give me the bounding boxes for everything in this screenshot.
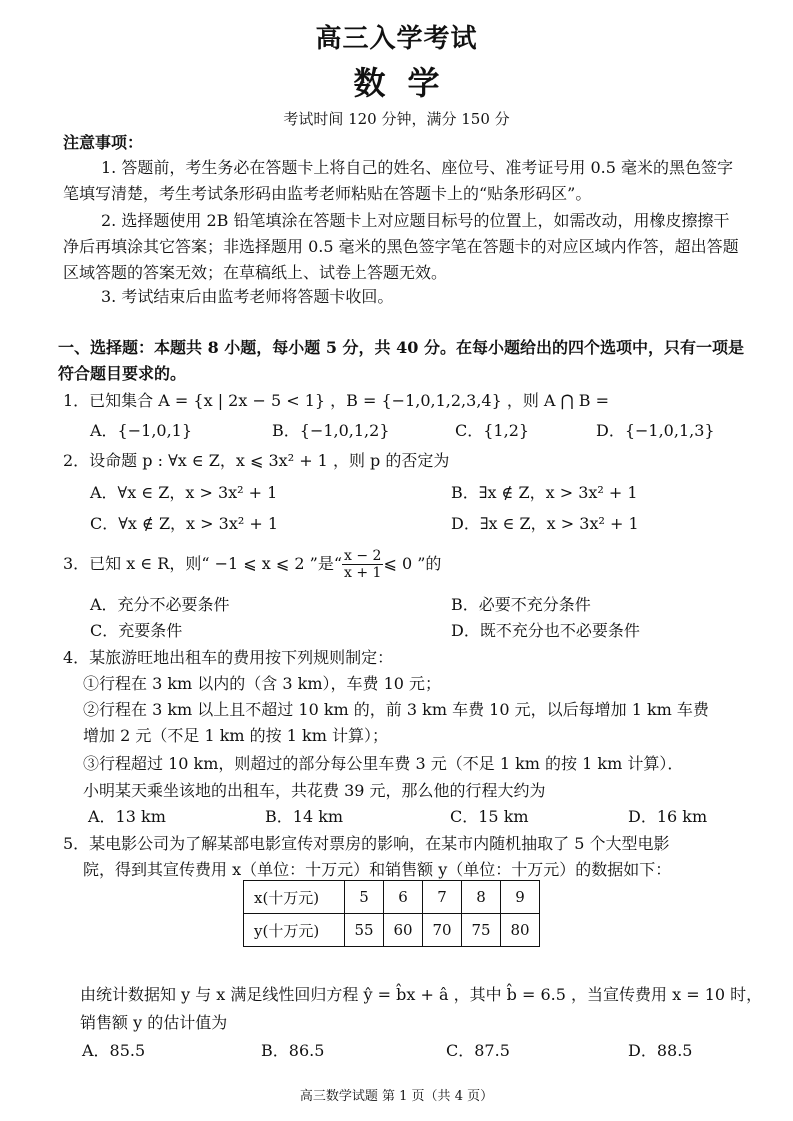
q5-after-2: 销售额 y 的估计值为 <box>80 1013 228 1032</box>
q5-option-c: C．87.5 <box>446 1041 510 1060</box>
q5-after-1: 由统计数据知 y 与 x 满足线性回归方程 ŷ = b̂x + â ，其中 b̂ = 6.5 ，当宣传费用 x = 10 时， <box>80 985 763 1004</box>
note-item-2: 2. 选择题使用 2B 铅笔填涂在答题卡上对应题目标号的位置上，如需改动，用橡皮擦擦干净后再填涂其它答案；非选择题用 0.5 毫米的黑色签字笔在答题卡的对应区域内作答，超出答题区域答题的答案无效；在草稿纸上、试卷上答题无效。 <box>63 211 739 282</box>
section-heading: 一、选择题：本题共 8 小题，每小题 5 分，共 40 分。在每小题给出的四个选项中，只有一项是符合题目要求的。 <box>58 338 744 383</box>
q4-option-a: A．13 km <box>88 807 166 826</box>
notes-heading: 注意事项： <box>63 133 144 152</box>
q5-option-a: A．85.5 <box>82 1041 146 1060</box>
q2-option-b: B．∃x ∉ Z，x > 3x² + 1 <box>451 483 638 502</box>
q4-rule-3: ③行程超过 10 km，则超过的部分每公里车费 3 元（不足 1 km 的按 1 km 计算）． <box>83 754 684 773</box>
table-cell: 80 <box>501 914 540 947</box>
table-row <box>244 881 540 914</box>
q5-stem-1: 5．某电影公司为了解某部电影宣传对票房的影响，在某市内随机抽取了 5 个大型电影 <box>63 834 670 853</box>
q4-rule-1: ①行程在 3 km 以内的（含 3 km），车费 10 元； <box>83 674 442 693</box>
q2-stem: 2．设命题 p : ∀x ∈ Z，x ⩽ 3x² + 1 ，则 p 的否定为 <box>63 451 450 470</box>
q2-option-c: C．∀x ∉ Z，x > 3x² + 1 <box>90 514 279 533</box>
table-row-label-y: y(十万元) <box>244 914 345 947</box>
q3-stem-post: ⩽ 0 ”的 <box>383 554 442 573</box>
q4-rule-2a: ②行程在 3 km 以上且不超过 10 km 的，前 3 km 车费 10 元，以后每增加 1 km 车费 <box>83 700 709 719</box>
q4-option-c: C．15 km <box>450 807 529 826</box>
table-cell: 9 <box>501 881 540 914</box>
table-cell: 70 <box>423 914 462 947</box>
q3-option-c: C．充要条件 <box>90 621 183 640</box>
table-cell: 8 <box>462 881 501 914</box>
q4-question: 小明某天乘坐该地的出租车，共花费 39 元，那么他的行程大约为 <box>83 781 546 800</box>
q3-fraction-numerator: x − 2 <box>344 548 382 564</box>
note-item-3: 3. 考试结束后由监考老师将答题卡收回。 <box>101 287 394 306</box>
q5-stem-2: 院，得到其宣传费用 x（单位：十万元）和销售额 y（单位：十万元）的数据如下： <box>83 860 672 879</box>
q3-option-a: A．充分不必要条件 <box>90 595 230 614</box>
q1-option-a: A．{−1,0,1} <box>90 421 193 440</box>
table-cell: 5 <box>345 881 384 914</box>
q2-option-a: A．∀x ∈ Z，x > 3x² + 1 <box>90 483 278 502</box>
table-cell: 7 <box>423 881 462 914</box>
table-cell: 75 <box>462 914 501 947</box>
q4-option-d: D．16 km <box>628 807 708 826</box>
q1-option-c: C．{1,2} <box>455 421 530 440</box>
q2-option-d: D．∃x ∈ Z，x > 3x² + 1 <box>451 514 639 533</box>
table-cell: 6 <box>384 881 423 914</box>
q4-rule-2b: 增加 2 元（不足 1 km 的按 1 km 计算）； <box>83 726 388 745</box>
q5-option-d: D．88.5 <box>628 1041 693 1060</box>
exam-duration: 考试时间 120 分钟，满分 150 分 <box>283 110 510 128</box>
note-item-1: 1. 答题前，考生务必在答题卡上将自己的姓名、座位号、准考证号用 0.5 毫米的黑色签字笔填写清楚，考生考试条形码由监考老师粘贴在答题卡上的“贴条形码区”。 <box>63 158 733 203</box>
table-cell: 55 <box>345 914 384 947</box>
table-row <box>244 914 540 947</box>
q1-option-d: D．{−1,0,1,3} <box>596 421 715 440</box>
exam-title: 高三入学考试 <box>315 24 478 54</box>
q1-option-b: B．{−1,0,1,2} <box>272 421 390 440</box>
q3-option-b: B．必要不充分条件 <box>451 595 591 614</box>
q3-stem-pre: 3．已知 x ∈ R，则“ −1 ⩽ x ⩽ 2 ”是“ <box>63 554 343 573</box>
q1-stem: 1．已知集合 A = {x | 2x − 5 < 1} ，B = {−1,0,1,2,3,4} ，则 A ⋂ B = <box>63 391 610 410</box>
table-cell: 60 <box>384 914 423 947</box>
q3-stem <box>63 548 441 581</box>
q5-option-b: B．86.5 <box>261 1041 325 1060</box>
q4-option-b: B．14 km <box>265 807 344 826</box>
table-row-label-x: x(十万元) <box>244 881 345 914</box>
q3-fraction-denominator: x + 1 <box>344 565 382 581</box>
page-footer: 高三数学试题 第 1 页（共 4 页） <box>299 1089 494 1104</box>
data-table <box>243 880 540 947</box>
q3-fraction <box>342 548 383 581</box>
q3-option-d: D．既不充分也不必要条件 <box>451 621 640 640</box>
subject-title: 数学 <box>353 64 462 102</box>
q4-stem: 4．某旅游旺地出租车的费用按下列规则制定： <box>63 648 394 667</box>
